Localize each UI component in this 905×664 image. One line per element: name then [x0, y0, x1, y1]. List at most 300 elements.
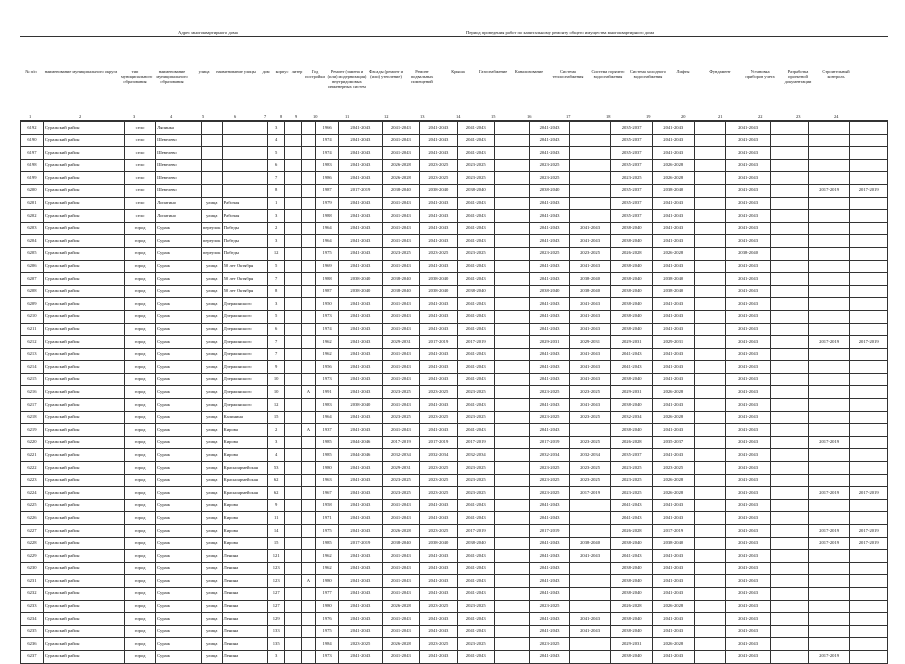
table-cell: 2041-2043	[725, 373, 771, 386]
table-cell: 2017-2019	[808, 487, 850, 500]
column-header: Ремонт (замена и (или) модернизация) внутридомовых инженерных систем	[327, 69, 367, 89]
table-cell	[694, 122, 725, 135]
table-cell: Сураж	[156, 348, 202, 361]
table-cell: 2041-2043	[339, 210, 383, 223]
table-row	[21, 474, 888, 487]
table-cell: 2041-2043	[382, 373, 419, 386]
table-cell: улица	[201, 562, 222, 575]
table-cell: 2038-2040	[420, 184, 457, 197]
table-cell: 11	[268, 512, 285, 525]
table-cell	[808, 575, 850, 588]
table-cell	[301, 310, 316, 323]
table-row	[21, 625, 888, 638]
table-cell	[284, 537, 301, 550]
table-cell	[850, 122, 888, 135]
table-cell: 2041-2043	[420, 373, 457, 386]
table-cell	[201, 122, 222, 135]
table-cell: 12	[268, 247, 285, 260]
table-cell: 6192	[21, 122, 44, 135]
table-cell: Суражский район	[43, 575, 124, 588]
table-cell: 2041-2043	[725, 625, 771, 638]
table-cell: Ленина	[222, 575, 268, 588]
table-cell: 2041-2043	[339, 550, 383, 563]
table-cell: Суражский район	[43, 512, 124, 525]
column-number: 9	[295, 114, 298, 119]
table-cell	[494, 147, 529, 160]
table-cell: 2017-2019	[808, 184, 850, 197]
table-cell: 2041-2043	[652, 512, 694, 525]
table-cell: 9	[268, 499, 285, 512]
column-header: улица	[198, 69, 210, 74]
table-cell	[284, 197, 301, 210]
table-cell: 2041-2043	[725, 587, 771, 600]
table-cell	[284, 134, 301, 147]
table-cell: Ленина	[222, 625, 268, 638]
table-cell: Суражский район	[43, 625, 124, 638]
table-cell	[808, 361, 850, 374]
table-cell: 2041-2043	[382, 235, 419, 248]
table-cell	[771, 260, 808, 273]
table-cell: переулок	[201, 247, 222, 260]
table-cell: улица	[201, 436, 222, 449]
table-cell: 2038-2040	[611, 373, 653, 386]
table-cell	[771, 587, 808, 600]
table-cell	[284, 336, 301, 349]
table-cell: 2041-2043	[725, 285, 771, 298]
table-cell: 2023-2025	[457, 474, 494, 487]
table-cell: 2038-2040	[611, 625, 653, 638]
table-cell: Красноармейская	[222, 474, 268, 487]
table-row	[21, 197, 888, 210]
table-cell	[850, 172, 888, 185]
table-cell	[771, 474, 808, 487]
table-cell	[494, 273, 529, 286]
table-cell	[694, 386, 725, 399]
table-cell: Суражский район	[43, 235, 124, 248]
table-cell	[771, 600, 808, 613]
column-header: Лифты	[676, 69, 690, 74]
table-cell: 6214	[21, 361, 44, 374]
table-cell: 6231	[21, 575, 44, 588]
table-cell	[494, 613, 529, 626]
table-cell	[694, 613, 725, 626]
table-cell: 1973	[316, 373, 339, 386]
table-cell	[284, 411, 301, 424]
table-cell	[301, 247, 316, 260]
table-cell	[494, 462, 529, 475]
table-cell	[850, 310, 888, 323]
table-cell: город	[124, 600, 155, 613]
table-cell: 2041-2043	[530, 222, 570, 235]
table-cell: 2041-2043	[382, 650, 419, 663]
table-cell: 1962	[316, 348, 339, 361]
table-cell	[569, 562, 611, 575]
table-cell: переулок	[201, 222, 222, 235]
column-number: 3	[133, 114, 136, 119]
table-cell	[222, 184, 268, 197]
table-cell: 2041-2043	[530, 575, 570, 588]
table-cell: 2023-2025	[382, 474, 419, 487]
table-cell: 6210	[21, 310, 44, 323]
table-cell: 2041-2043	[530, 122, 570, 135]
table-cell: 2023-2025	[652, 462, 694, 475]
table-cell: 2032-2034	[457, 449, 494, 462]
table-cell: 2041-2043	[382, 499, 419, 512]
table-cell	[771, 373, 808, 386]
table-cell: 2041-2043	[339, 600, 383, 613]
table-cell	[301, 336, 316, 349]
table-cell: улица	[201, 537, 222, 550]
table-cell: 2041-2043	[339, 260, 383, 273]
table-cell: 2041-2043	[339, 650, 383, 663]
table-cell: город	[124, 411, 155, 424]
table-cell: Сураж	[156, 575, 202, 588]
table-cell	[284, 159, 301, 172]
table-cell: улица	[201, 587, 222, 600]
table-cell: 50 лет Октября	[222, 260, 268, 273]
table-cell: Ленина	[222, 562, 268, 575]
table-cell: 2026-2028	[652, 247, 694, 260]
table-cell	[771, 247, 808, 260]
table-cell	[850, 499, 888, 512]
table-cell	[694, 298, 725, 311]
table-cell: 6213	[21, 348, 44, 361]
table-row	[21, 424, 888, 437]
table-cell: 6199	[21, 172, 44, 185]
table-cell: 1	[268, 197, 285, 210]
table-cell: 2032-2034	[530, 449, 570, 462]
table-cell	[694, 159, 725, 172]
table-cell: 2041-2043	[339, 373, 383, 386]
column-number: 21	[718, 114, 723, 119]
table-cell	[569, 650, 611, 663]
table-row	[21, 348, 888, 361]
table-cell: 2041-2043	[652, 449, 694, 462]
table-cell: 6217	[21, 399, 44, 412]
table-cell: 2029-2031	[530, 336, 570, 349]
table-cell: 2041-2043	[339, 474, 383, 487]
table-cell: 1973	[316, 650, 339, 663]
table-cell	[850, 197, 888, 210]
table-cell: 6209	[21, 298, 44, 311]
table-cell: 2023-2025	[457, 487, 494, 500]
table-cell: 6220	[21, 436, 44, 449]
table-cell: 2035-2037	[611, 449, 653, 462]
table-cell: 2041-2043	[569, 298, 611, 311]
table-cell: 2038-2040	[339, 273, 383, 286]
table-cell: Суражский район	[43, 247, 124, 260]
table-cell: 2041-2043	[725, 348, 771, 361]
table-cell	[850, 562, 888, 575]
table-cell: 2041-2043	[457, 399, 494, 412]
table-cell: 2041-2043	[569, 260, 611, 273]
table-cell: 2041-2043	[457, 210, 494, 223]
table-cell: 1963	[316, 474, 339, 487]
table-cell	[284, 298, 301, 311]
table-cell	[694, 487, 725, 500]
table-cell: город	[124, 361, 155, 374]
table-cell: 2035-2037	[611, 134, 653, 147]
table-cell	[494, 487, 529, 500]
table-cell: 2041-2043	[530, 424, 570, 437]
table-cell	[569, 134, 611, 147]
table-cell	[222, 172, 268, 185]
table-cell	[771, 436, 808, 449]
table-cell: Сураж	[156, 625, 202, 638]
column-header: Разработка проектной документации	[784, 69, 812, 84]
table-cell: город	[124, 336, 155, 349]
table-cell	[569, 159, 611, 172]
table-cell: 2041-2043	[339, 386, 383, 399]
table-cell	[569, 525, 611, 538]
table-cell: Сураж	[156, 638, 202, 651]
table-cell	[850, 625, 888, 638]
table-cell: 2017-2019	[808, 650, 850, 663]
table-cell	[569, 122, 611, 135]
table-cell: 2038-2040	[611, 575, 653, 588]
table-cell: 1979	[316, 197, 339, 210]
table-cell: 1962	[316, 550, 339, 563]
table-cell: город	[124, 525, 155, 538]
table-cell: улица	[201, 210, 222, 223]
table-cell: 2041-2043	[652, 323, 694, 336]
table-cell: 2038-2040	[725, 247, 771, 260]
table-cell: улица	[201, 285, 222, 298]
table-cell	[850, 134, 888, 147]
table-cell	[694, 499, 725, 512]
column-header: наименование муниципального образования	[156, 69, 188, 84]
table-cell: улица	[201, 298, 222, 311]
table-cell: 2023-2025	[457, 172, 494, 185]
table-cell: город	[124, 537, 155, 550]
table-cell: 5	[268, 310, 285, 323]
table-cell	[771, 361, 808, 374]
table-cell: 2041-2043	[420, 361, 457, 374]
table-cell: 2041-2043	[382, 399, 419, 412]
column-number: 24	[834, 114, 839, 119]
table-cell: Дзержинского	[222, 310, 268, 323]
table-cell: 2041-2043	[530, 348, 570, 361]
table-cell	[284, 348, 301, 361]
table-cell	[771, 399, 808, 412]
table-cell: 1985	[316, 449, 339, 462]
table-cell	[494, 600, 529, 613]
table-cell: 6201	[21, 197, 44, 210]
table-cell: 2041-2043	[725, 399, 771, 412]
table-cell: А	[301, 575, 316, 588]
table-cell	[284, 172, 301, 185]
table-cell: Дзержинского	[222, 336, 268, 349]
table-cell	[850, 587, 888, 600]
table-row	[21, 285, 888, 298]
table-cell	[771, 222, 808, 235]
table-cell	[808, 373, 850, 386]
table-cell: 2026-2028	[652, 386, 694, 399]
table-cell: улица	[201, 197, 222, 210]
table-cell: 2023-2025	[382, 487, 419, 500]
table-cell: 2017-2019	[808, 525, 850, 538]
column-number: 8	[280, 114, 283, 119]
table-cell: 1984	[316, 638, 339, 651]
table-body	[21, 122, 888, 664]
table-cell: город	[124, 386, 155, 399]
table-cell	[284, 285, 301, 298]
table-cell: 1973	[316, 310, 339, 323]
table-cell: город	[124, 462, 155, 475]
table-cell: 2017-2019	[530, 436, 570, 449]
table-cell: 2026-2028	[382, 159, 419, 172]
table-cell: 6219	[21, 424, 44, 437]
table-cell: 1976	[316, 613, 339, 626]
table-cell: Суражский район	[43, 386, 124, 399]
table-row	[21, 550, 888, 563]
table-cell	[850, 235, 888, 248]
table-cell: 6198	[21, 159, 44, 172]
table-cell: 2041-2043	[339, 487, 383, 500]
table-cell: улица	[201, 600, 222, 613]
table-cell: 6	[268, 159, 285, 172]
table-cell	[569, 147, 611, 160]
table-cell: 2041-2043	[530, 550, 570, 563]
table-cell: Суражский район	[43, 525, 124, 538]
table-cell: город	[124, 562, 155, 575]
table-cell: Сураж	[156, 449, 202, 462]
table-cell: 2041-2043	[530, 310, 570, 323]
table-cell: 6225	[21, 499, 44, 512]
table-cell: 4	[268, 134, 285, 147]
table-cell: 6226	[21, 512, 44, 525]
table-cell: 2041-2043	[339, 222, 383, 235]
table-row	[21, 273, 888, 286]
table-cell: город	[124, 436, 155, 449]
table-cell: Сураж	[156, 487, 202, 500]
table-cell: Лопатино	[156, 210, 202, 223]
column-header: Год постройки	[305, 69, 325, 79]
table-cell: город	[124, 487, 155, 500]
table-cell: 2038-2040	[611, 222, 653, 235]
table-cell	[301, 613, 316, 626]
table-cell: Сураж	[156, 247, 202, 260]
table-cell	[201, 184, 222, 197]
table-cell: 2041-2043	[725, 525, 771, 538]
table-cell: 6227	[21, 525, 44, 538]
table-cell: 2026-2028	[611, 525, 653, 538]
table-cell: 2023-2025	[420, 600, 457, 613]
table-cell	[284, 625, 301, 638]
table-cell: 2041-2043	[652, 373, 694, 386]
table-cell: 2041-2043	[457, 147, 494, 160]
table-cell	[284, 361, 301, 374]
table-cell	[850, 399, 888, 412]
table-cell	[494, 436, 529, 449]
table-cell: 2029-2031	[611, 638, 653, 651]
table-cell: село	[124, 122, 155, 135]
table-cell: 2023-2025	[339, 638, 383, 651]
table-cell: улица	[201, 411, 222, 424]
table-cell: 2041-2043	[339, 147, 383, 160]
table-cell	[301, 550, 316, 563]
table-cell: 2041-2043	[725, 159, 771, 172]
table-cell: Суражский район	[43, 260, 124, 273]
table-cell	[808, 222, 850, 235]
table-cell: 2041-2043	[725, 562, 771, 575]
table-cell	[850, 512, 888, 525]
table-row	[21, 122, 888, 135]
table-cell: 2041-2043	[530, 147, 570, 160]
table-cell: Сураж	[156, 373, 202, 386]
table-cell: 2041-2043	[420, 323, 457, 336]
table-cell	[808, 399, 850, 412]
table-cell: Шевелево	[156, 159, 202, 172]
column-header: Крыша	[451, 69, 465, 74]
table-cell: 2023-2025	[420, 247, 457, 260]
table-cell: А	[301, 424, 316, 437]
table-cell: 2038-2040	[457, 537, 494, 550]
table-cell: 2041-2043	[652, 348, 694, 361]
table-cell	[494, 210, 529, 223]
table-cell: 2041-2043	[420, 222, 457, 235]
table-cell: 2041-2043	[725, 474, 771, 487]
table-cell: 1985	[316, 436, 339, 449]
table-cell: 2041-2043	[725, 235, 771, 248]
table-cell: улица	[201, 386, 222, 399]
table-cell: 6205	[21, 247, 44, 260]
table-cell: город	[124, 323, 155, 336]
table-cell: Суражский район	[43, 122, 124, 135]
table-row	[21, 462, 888, 475]
table-row	[21, 184, 888, 197]
table-cell: переулок	[201, 235, 222, 248]
table-cell: 2023-2025	[530, 600, 570, 613]
table-cell: 2023-2025	[457, 159, 494, 172]
table-cell	[694, 650, 725, 663]
table-cell: 2041-2043	[530, 613, 570, 626]
table-cell: 1980	[316, 600, 339, 613]
table-cell: 2041-2043	[420, 235, 457, 248]
table-cell	[850, 222, 888, 235]
table-cell: 2041-2043	[652, 562, 694, 575]
table-cell: 2035-2037	[611, 147, 653, 160]
table-cell: 2041-2043	[382, 348, 419, 361]
table-cell	[771, 285, 808, 298]
table-cell: 2017-2019	[530, 525, 570, 538]
table-cell	[301, 210, 316, 223]
table-cell: село	[124, 210, 155, 223]
table-cell: 2041-2043	[569, 550, 611, 563]
table-cell: 2041-2043	[725, 550, 771, 563]
table-cell	[301, 650, 316, 663]
table-cell: Красноармейская	[222, 487, 268, 500]
table-cell: Ленина	[222, 550, 268, 563]
table-cell: 2017-2019	[808, 537, 850, 550]
table-cell	[808, 474, 850, 487]
table-cell: Ленина	[222, 600, 268, 613]
table-cell: 2041-2043	[420, 197, 457, 210]
table-cell: 2038-2040	[611, 310, 653, 323]
table-cell: 2041-2043	[530, 361, 570, 374]
table-cell: 2038-2040	[611, 562, 653, 575]
table-cell: 129	[268, 613, 285, 626]
table-cell: Шевелево	[156, 184, 202, 197]
table-cell	[694, 562, 725, 575]
table-cell	[569, 184, 611, 197]
table-cell: 6222	[21, 462, 44, 475]
table-cell: 1966	[316, 122, 339, 135]
table-cell: 2038-2040	[611, 235, 653, 248]
table-cell	[771, 184, 808, 197]
table-cell: 2041-2043	[725, 172, 771, 185]
column-number: 10	[313, 114, 318, 119]
